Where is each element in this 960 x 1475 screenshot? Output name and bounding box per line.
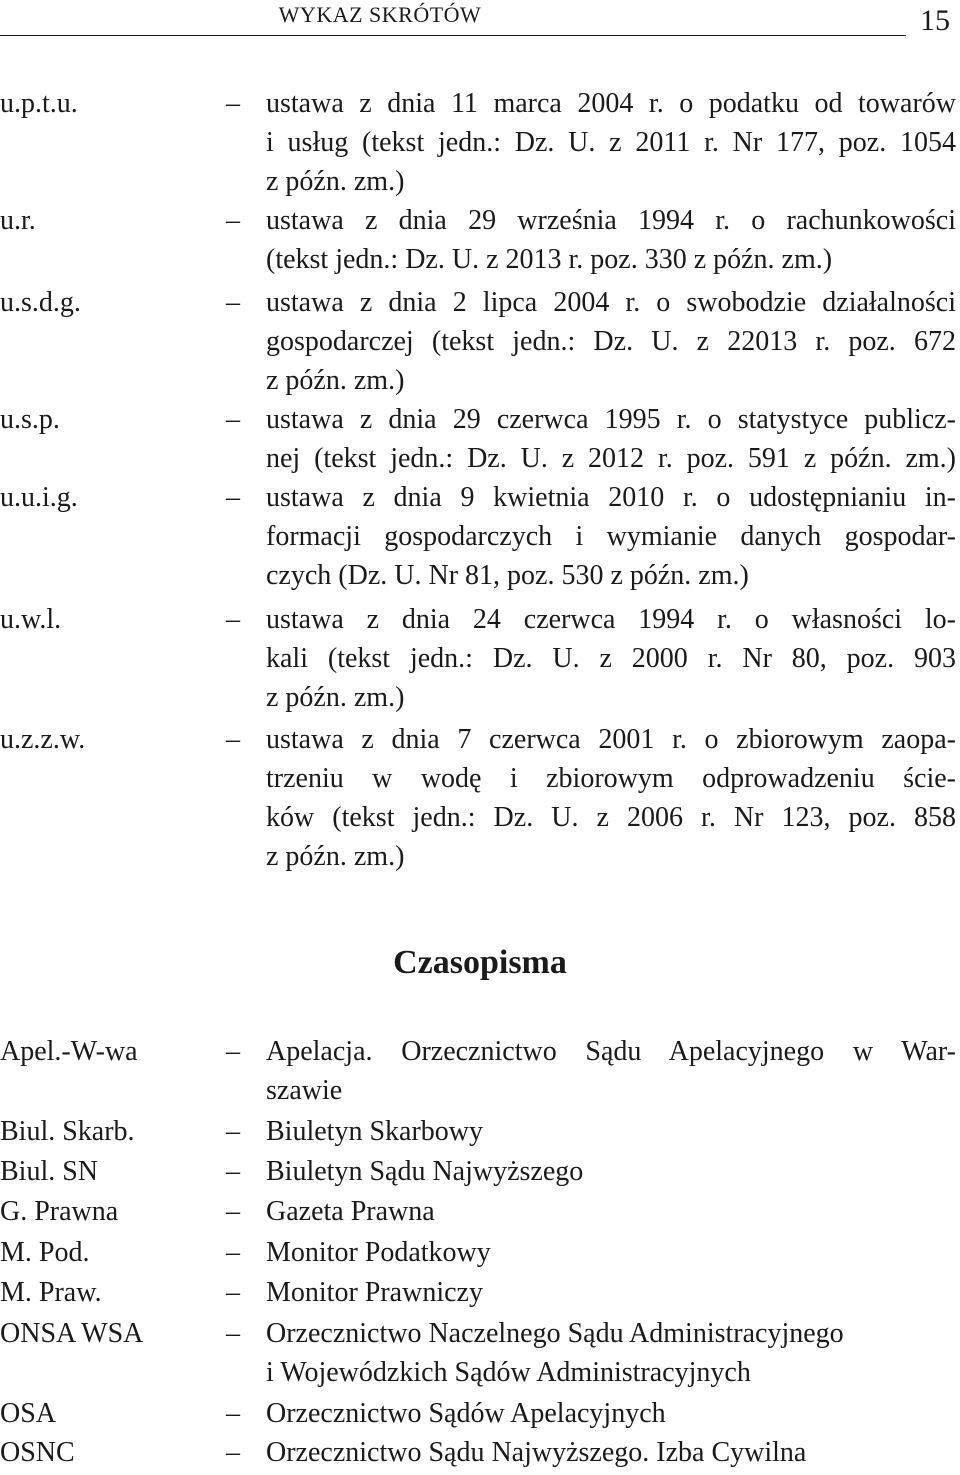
abbreviation-explanation bbox=[266, 84, 956, 201]
explanation-line: ustawa z dnia 24 czerwca 1994 r. o własności lo- bbox=[266, 604, 956, 635]
explanation-line: formacji gospodarczych i wymianie danych gospodar- bbox=[266, 521, 956, 552]
explanation-line: nej (tekst jedn.: Dz. U. z 2012 r. poz. 591 z późn. zm.) bbox=[266, 443, 956, 474]
explanation-line: z późn. zm.) bbox=[266, 682, 405, 713]
entry-dash: – bbox=[226, 404, 240, 435]
explanation-line: Monitor Prawniczy bbox=[266, 1277, 483, 1308]
abbreviation: Biul. SN bbox=[0, 1156, 99, 1187]
entry-dash: – bbox=[226, 1036, 240, 1067]
abbreviation: u.w.l. bbox=[0, 604, 62, 635]
explanation-line: (tekst jedn.: Dz. U. z 2013 r. poz. 330 z późn. zm.) bbox=[266, 244, 833, 275]
abbreviation-explanation bbox=[266, 400, 956, 478]
abbreviation-explanation bbox=[266, 1394, 956, 1433]
explanation-line: Orzecznictwo Sądów Apelacyjnych bbox=[266, 1398, 666, 1429]
entry-dash: – bbox=[226, 1116, 240, 1147]
section-title: Czasopisma bbox=[393, 944, 567, 981]
explanation-line: Gazeta Prawna bbox=[266, 1196, 435, 1227]
abbreviation: M. Pod. bbox=[0, 1237, 90, 1268]
entry-dash: – bbox=[226, 205, 240, 236]
abbreviation: u.r. bbox=[0, 205, 36, 236]
explanation-line: ustawa z dnia 2 lipca 2004 r. o swobodzie działalności bbox=[266, 287, 956, 318]
page-number: 15 bbox=[920, 4, 950, 37]
explanation-line: i usług (tekst jedn.: Dz. U. z 2011 r. Nr 177, poz. 1054 bbox=[266, 127, 956, 158]
explanation-line: szawie bbox=[266, 1075, 343, 1106]
entry-dash: – bbox=[226, 604, 240, 635]
explanation-line: Orzecznictwo Sądu Najwyższego. Izba Cywilna bbox=[266, 1437, 807, 1468]
abbreviation-explanation bbox=[266, 283, 956, 400]
abbreviation: u.z.z.w. bbox=[0, 724, 86, 755]
abbreviation: u.s.d.g. bbox=[0, 287, 81, 318]
abbreviation-explanation bbox=[266, 1152, 956, 1191]
explanation-line: ków (tekst jedn.: Dz. U. z 2006 r. Nr 123, poz. 858 bbox=[266, 802, 956, 833]
abbreviation-explanation bbox=[266, 720, 956, 876]
abbreviation-explanation bbox=[266, 201, 956, 279]
abbreviation: Apel.-W-wa bbox=[0, 1036, 138, 1067]
entry-dash: – bbox=[226, 1237, 240, 1268]
explanation-line: ustawa z dnia 7 czerwca 2001 r. o zbiorowym zaopa- bbox=[266, 724, 956, 755]
entry-dash: – bbox=[226, 1437, 240, 1468]
abbreviation: OSNC bbox=[0, 1437, 75, 1468]
abbreviation-explanation bbox=[266, 478, 956, 595]
explanation-line: trzeniu w wodę i zbiorowym odprowadzeniu ście- bbox=[266, 763, 956, 794]
abbreviation-explanation bbox=[266, 1032, 956, 1110]
explanation-line: czych (Dz. U. Nr 81, poz. 530 z późn. zm.) bbox=[266, 560, 749, 591]
abbreviation: M. Praw. bbox=[0, 1277, 102, 1308]
explanation-line: z późn. zm.) bbox=[266, 841, 405, 872]
abbreviation-explanation bbox=[266, 1433, 956, 1472]
explanation-line: ustawa z dnia 29 września 1994 r. o rachunkowości bbox=[266, 205, 956, 236]
abbreviation-explanation bbox=[266, 600, 956, 717]
explanation-line: Apelacja. Orzecznictwo Sądu Apelacyjnego w War- bbox=[266, 1036, 956, 1067]
entry-dash: – bbox=[226, 1318, 240, 1349]
entry-dash: – bbox=[226, 1156, 240, 1187]
entry-dash: – bbox=[226, 482, 240, 513]
running-head: WYKAZ SKRÓTÓW bbox=[278, 2, 482, 27]
abbreviation: u.p.t.u. bbox=[0, 88, 78, 119]
explanation-line: Orzecznictwo Naczelnego Sądu Administracyjnego bbox=[266, 1318, 844, 1349]
explanation-line: Biuletyn Skarbowy bbox=[266, 1116, 483, 1147]
entry-dash: – bbox=[226, 1277, 240, 1308]
explanation-line: Biuletyn Sądu Najwyższego bbox=[266, 1156, 584, 1187]
explanation-line: z późn. zm.) bbox=[266, 166, 405, 197]
explanation-line: ustawa z dnia 29 czerwca 1995 r. o statystyce publicz- bbox=[266, 404, 956, 435]
explanation-line: ustawa z dnia 11 marca 2004 r. o podatku od towarów bbox=[266, 88, 956, 119]
abbreviation-explanation bbox=[266, 1192, 956, 1231]
entry-dash: – bbox=[226, 287, 240, 318]
explanation-line: Monitor Podatkowy bbox=[266, 1237, 491, 1268]
abbreviation: OSA bbox=[0, 1398, 57, 1429]
abbreviation: Biul. Skarb. bbox=[0, 1116, 135, 1147]
abbreviation: G. Prawna bbox=[0, 1196, 119, 1227]
abbreviation: u.u.i.g. bbox=[0, 482, 78, 513]
header-rule bbox=[0, 35, 906, 36]
abbreviation-explanation bbox=[266, 1273, 956, 1312]
abbreviation-explanation bbox=[266, 1112, 956, 1151]
entry-dash: – bbox=[226, 1196, 240, 1227]
abbreviation-explanation bbox=[266, 1314, 956, 1392]
abbreviation: ONSA WSA bbox=[0, 1318, 144, 1349]
abbreviation-explanation bbox=[266, 1233, 956, 1272]
page-header bbox=[0, 0, 960, 38]
entry-dash: – bbox=[226, 724, 240, 755]
explanation-line: i Wojewódzkich Sądów Administracyjnych bbox=[266, 1357, 751, 1388]
explanation-line: kali (tekst jedn.: Dz. U. z 2000 r. Nr 80, poz. 903 bbox=[266, 643, 956, 674]
explanation-line: z późn. zm.) bbox=[266, 365, 405, 396]
abbreviation: u.s.p. bbox=[0, 404, 60, 435]
entry-dash: – bbox=[226, 88, 240, 119]
explanation-line: ustawa z dnia 9 kwietnia 2010 r. o udostępnianiu in- bbox=[266, 482, 956, 513]
entry-dash: – bbox=[226, 1398, 240, 1429]
explanation-line: gospodarczej (tekst jedn.: Dz. U. z 22013 r. poz. 672 bbox=[266, 326, 956, 357]
